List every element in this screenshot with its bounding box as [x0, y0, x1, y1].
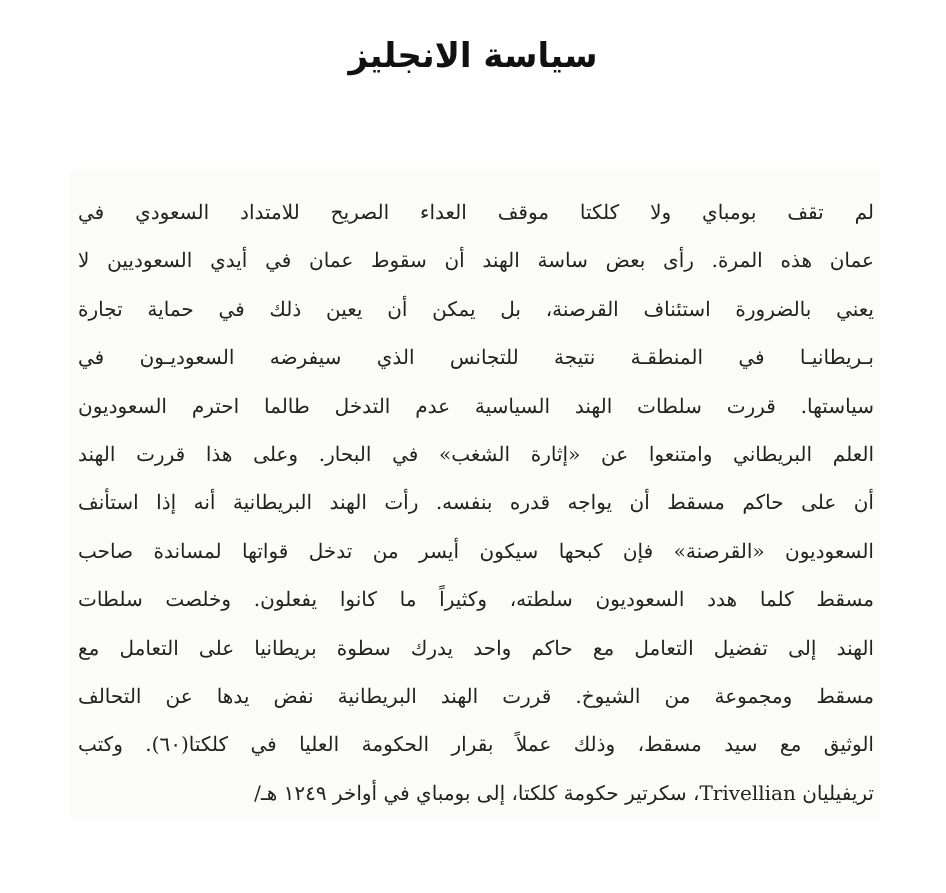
text-line: الوثيق مع سيد مسقط، وذلك عملاً بقرار الحكومة العليا في كلكتا(٦٠). وكتب — [78, 732, 874, 757]
body-text — [78, 188, 874, 817]
text-line: بـريطانيـا في المنطقـة نتيجة للتجانس الذي سيفرضه السعوديـون في — [78, 345, 874, 370]
text-line: السعوديون «القرصنة» فإن كبحها سيكون أيسر من تدخل قواتها لمساندة صاحب — [78, 538, 874, 563]
text-line: مسقط كلما هدد السعوديون سلطته، وكثيراً ما كانوا يفعلون. وخلصت سلطات — [78, 587, 874, 612]
text-line: الهند إلى تفضيل التعامل مع حاكم واحد يدرك سطوة بريطانيا على التعامل مع — [78, 635, 874, 660]
page-title: سياسة الانجليز — [348, 36, 598, 76]
text-line: أن على حاكم مسقط أن يواجه قدره بنفسه. رأت الهند البريطانية أنه إذا استأنف — [78, 490, 874, 515]
text-line: لم تقف بومباي ولا كلكتا موقف العداء الصريح للامتداد السعودي في — [78, 200, 874, 224]
text-line: عمان هذه المرة. رأى بعض ساسة الهند أن سقوط عمان في أيدي السعوديين لا — [78, 248, 874, 273]
text-line: يعني بالضرورة استئناف القرصنة، بل يمكن أن يعين ذلك في حماية تجارة — [78, 296, 874, 321]
text-line: تريفيليان Trivellian، سكرتير حكومة كلكتا، إلى بومباي في أواخر ١٢٤٩ هـ/ — [254, 780, 874, 805]
text-line: سياستها. قررت سلطات الهند السياسية عدم التدخل طالما احترم السعوديون — [78, 393, 874, 418]
text-line: العلم البريطاني وامتنعوا عن «إثارة الشغب» في البحار. وعلى هذا قررت الهند — [78, 441, 874, 466]
text-line: مسقط ومجموعة من الشيوخ. قررت الهند البريطانية نفض يدها عن التحالف — [78, 683, 874, 708]
